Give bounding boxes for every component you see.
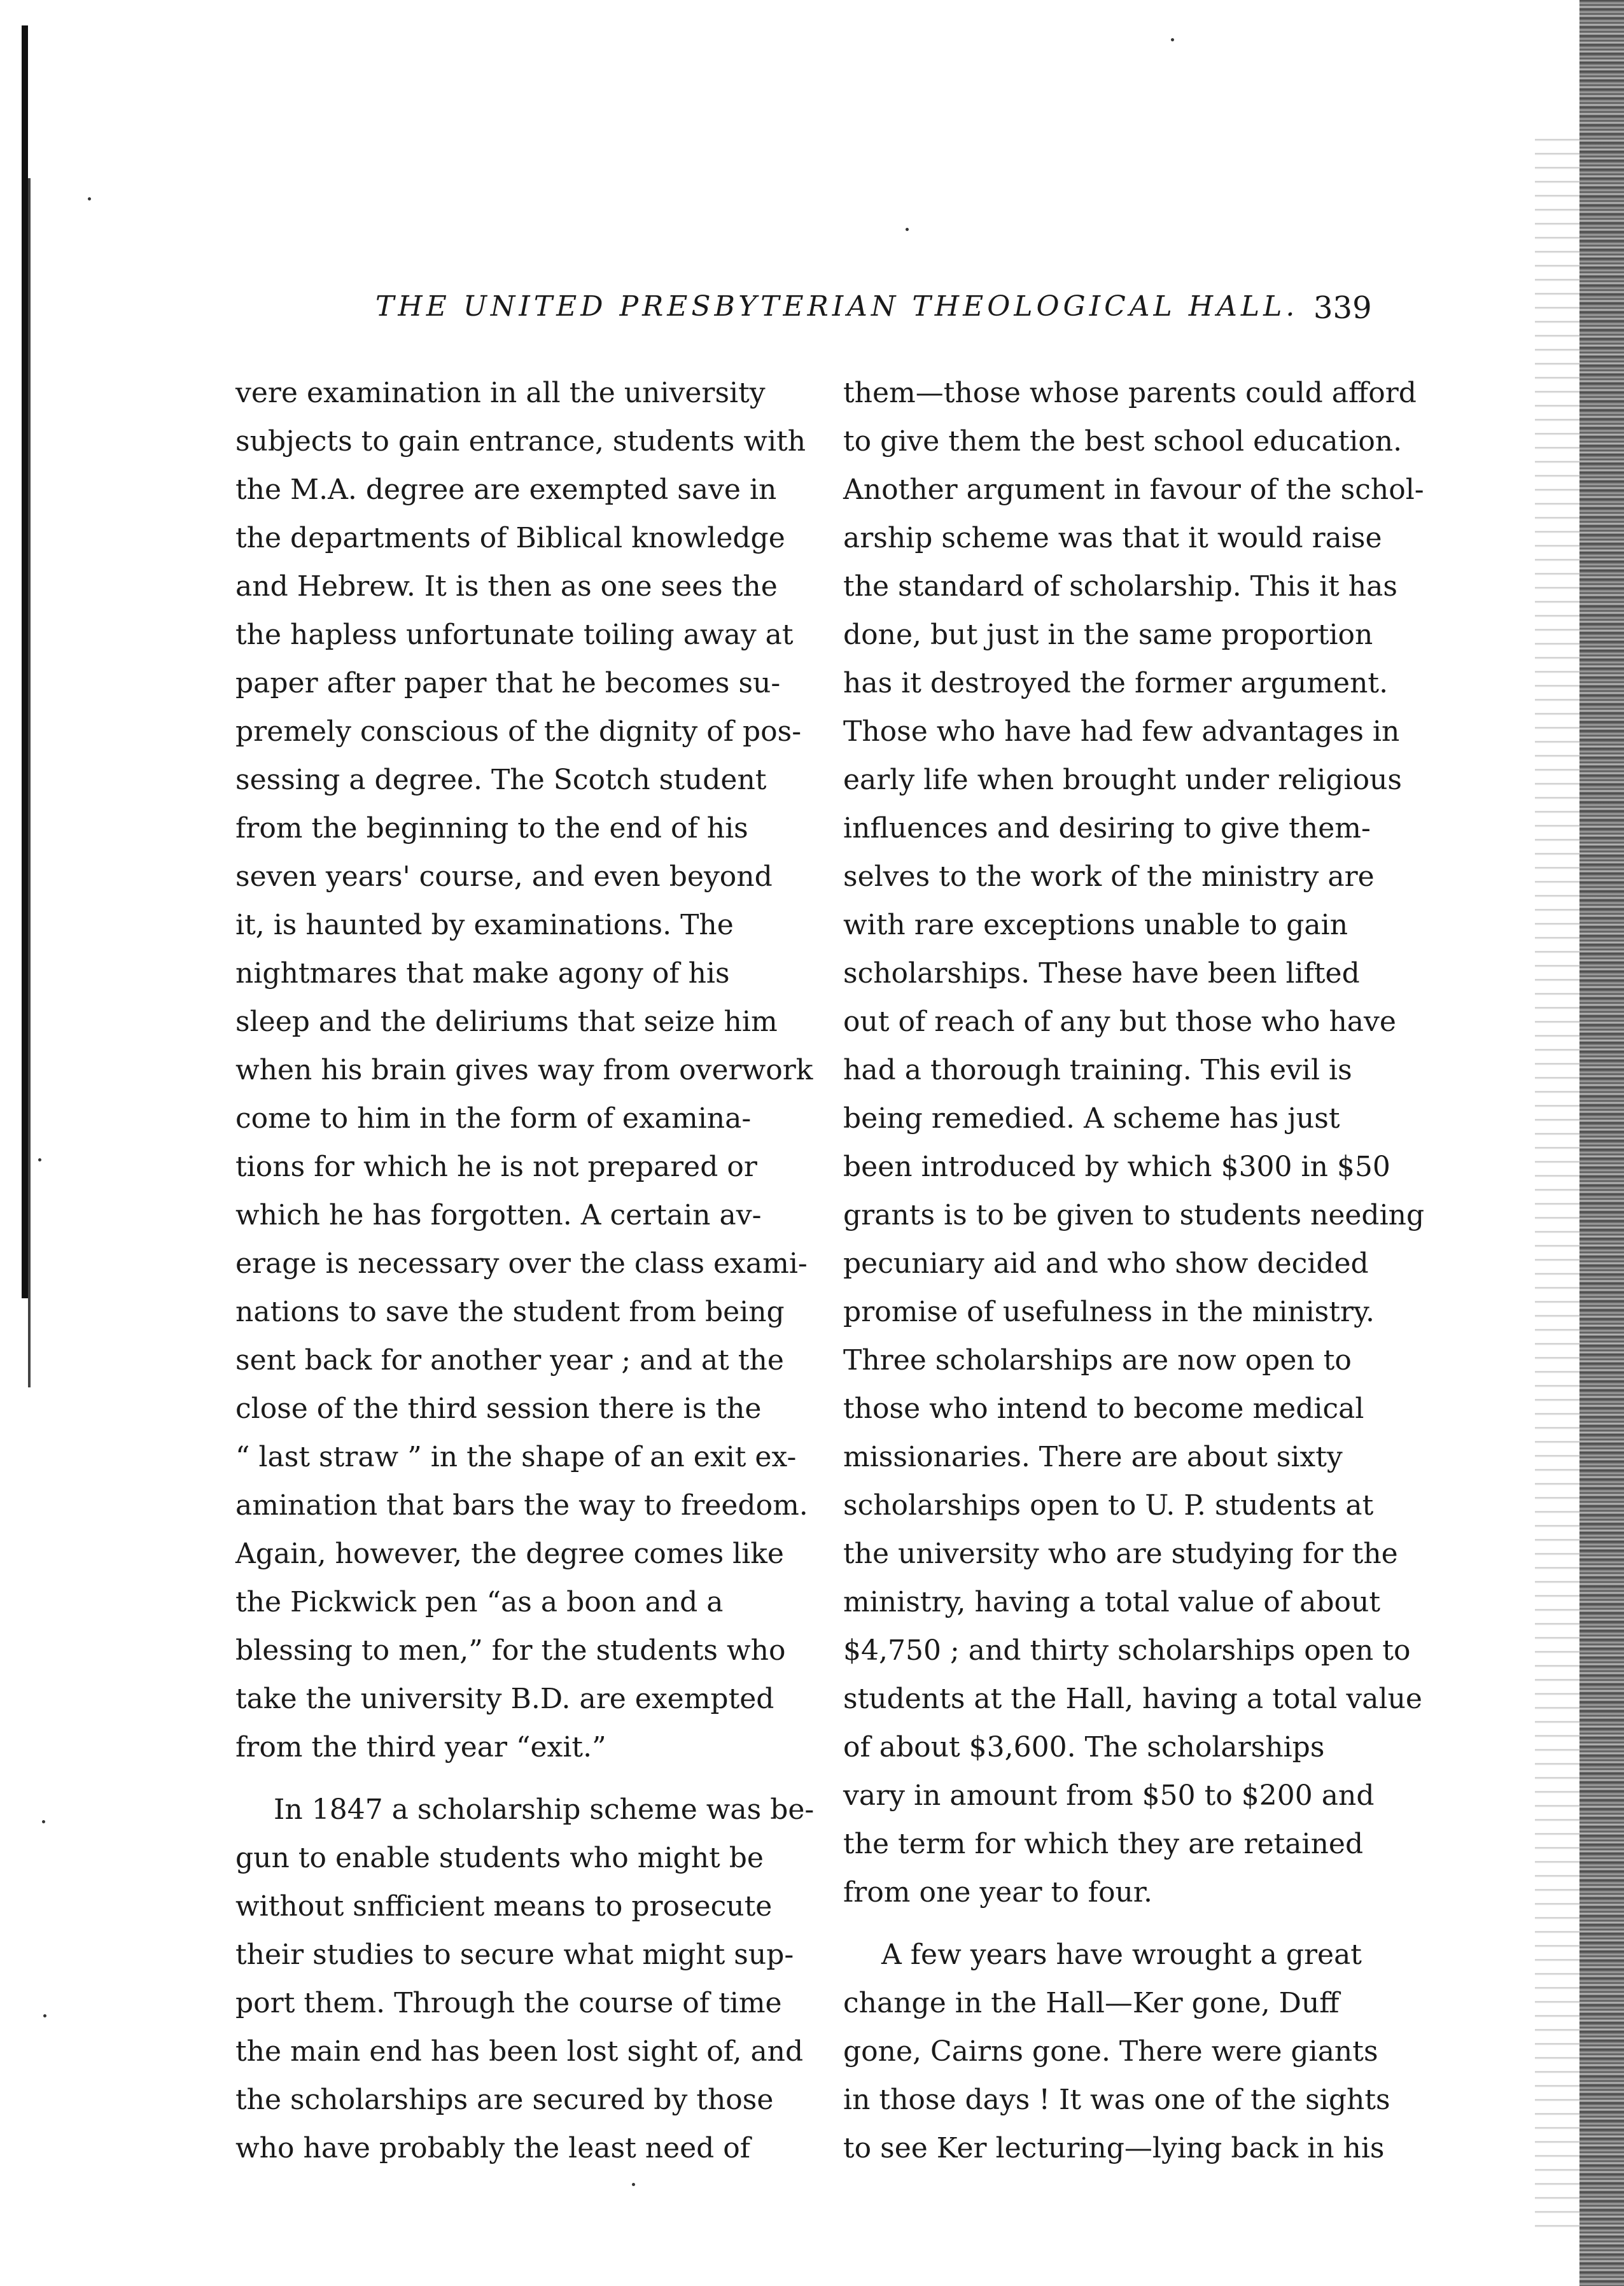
text-line: promise of usefulness in the ministry. bbox=[843, 1296, 1375, 1328]
text-line: take the university B.D. are exempted bbox=[235, 1683, 774, 1715]
text-line: to see Ker lecturing—lying back in his bbox=[843, 2132, 1385, 2164]
text-line: missionaries. There are about sixty bbox=[843, 1441, 1343, 1473]
paragraph bbox=[843, 1931, 1410, 2173]
text-line: it, is haunted by examinations. The bbox=[235, 909, 734, 941]
text-line: come to him in the form of examina- bbox=[235, 1102, 752, 1135]
scan-speck bbox=[1171, 38, 1174, 41]
scan-speck bbox=[42, 1820, 45, 1823]
left-column bbox=[235, 369, 815, 2173]
text-line: port them. Through the course of time bbox=[235, 1987, 782, 2019]
text-line: pecuniary aid and who show decided bbox=[843, 1247, 1369, 1280]
text-line: paper after paper that he becomes su- bbox=[235, 667, 781, 699]
text-line: without snfficient means to prosecute bbox=[235, 1890, 773, 1923]
text-line: change in the Hall—Ker gone, Duff bbox=[843, 1987, 1340, 2019]
text-line: vere examination in all the university bbox=[235, 377, 766, 409]
text-line: had a thorough training. This evil is bbox=[843, 1054, 1352, 1086]
text-line: early life when brought under religious bbox=[843, 764, 1403, 796]
scan-left-edge bbox=[22, 25, 28, 1298]
paragraph bbox=[235, 1786, 815, 2173]
text-line: the university who are studying for the bbox=[843, 1538, 1398, 1570]
running-title: THE UNITED PRESBYTERIAN THEOLOGICAL HALL. bbox=[375, 290, 1299, 323]
text-line: from the third year “exit.” bbox=[235, 1731, 606, 1764]
text-line: and Hebrew. It is then as one sees the bbox=[235, 570, 778, 603]
text-line: “ last straw ” in the shape of an exit ex- bbox=[235, 1441, 797, 1473]
text-line: gone, Cairns gone. There were giants bbox=[843, 2035, 1378, 2068]
text-line: of about $3,600. The scholarships bbox=[843, 1731, 1325, 1764]
text-line: blessing to men,” for the students who bbox=[235, 1634, 786, 1667]
text-line: amination that bars the way to freedom. bbox=[235, 1489, 808, 1522]
text-line: being remedied. A scheme has just bbox=[843, 1102, 1340, 1135]
text-line: erage is necessary over the class exami- bbox=[235, 1247, 808, 1280]
text-line: ministry, having a total value of about bbox=[843, 1586, 1381, 1618]
text-line: arship scheme was that it would raise bbox=[843, 522, 1382, 554]
scan-speck bbox=[632, 2183, 635, 2186]
text-line: scholarships. These have been lifted bbox=[843, 957, 1360, 990]
text-line: Three scholarships are now open to bbox=[843, 1344, 1352, 1377]
scan-speck bbox=[88, 197, 91, 200]
paragraph bbox=[235, 369, 813, 1772]
text-line: Another argument in favour of the schol- bbox=[843, 473, 1424, 506]
text-line: In 1847 a scholarship scheme was be- bbox=[274, 1793, 815, 1826]
text-line: has it destroyed the former argument. bbox=[843, 667, 1389, 699]
text-line: scholarships open to U. P. students at bbox=[843, 1489, 1374, 1522]
text-line: from one year to four. bbox=[843, 1876, 1152, 1909]
page-number: 339 bbox=[1313, 290, 1372, 326]
text-line: the departments of Biblical knowledge bbox=[235, 522, 785, 554]
text-line: vary in amount from $50 to $200 and bbox=[843, 1779, 1375, 1812]
text-line: the Pickwick pen “as a boon and a bbox=[235, 1586, 724, 1618]
text-line: the hapless unfortunate toiling away at bbox=[235, 619, 794, 651]
text-line: gun to enable students who might be bbox=[235, 1842, 764, 1874]
text-line: grants is to be given to students needing bbox=[843, 1199, 1425, 1231]
text-line: seven years' course, and even beyond bbox=[235, 860, 773, 893]
scan-speck bbox=[38, 1158, 41, 1161]
text-line: done, but just in the same proportion bbox=[843, 619, 1373, 651]
text-line: sent back for another year ; and at the bbox=[235, 1344, 784, 1377]
text-line: Again, however, the degree comes like bbox=[235, 1538, 784, 1570]
text-line: the scholarships are secured by those bbox=[235, 2084, 774, 2116]
scan-speck bbox=[906, 228, 909, 231]
text-line: their studies to secure what might sup- bbox=[235, 1939, 794, 1971]
text-line: students at the Hall, having a total value bbox=[843, 1683, 1422, 1715]
scan-speck bbox=[43, 2014, 46, 2017]
text-line: the M.A. degree are exempted save in bbox=[235, 473, 777, 506]
text-line: tions for which he is not prepared or bbox=[235, 1151, 757, 1183]
text-line: to give them the best school education. bbox=[843, 425, 1403, 458]
text-line: sleep and the deliriums that seize him bbox=[235, 1006, 778, 1038]
right-column bbox=[843, 369, 1425, 2173]
text-line: A few years have wrought a great bbox=[881, 1939, 1362, 1971]
text-line: when his brain gives way from overwork bbox=[235, 1054, 813, 1086]
text-line: close of the third session there is the bbox=[235, 1392, 762, 1425]
scan-right-noise bbox=[1535, 127, 1579, 2227]
paragraph bbox=[843, 369, 1425, 1917]
text-line: Those who have had few advantages in bbox=[843, 715, 1400, 748]
page-header bbox=[375, 290, 1394, 335]
text-line: them—those whose parents could afford bbox=[843, 377, 1417, 409]
text-line: sessing a degree. The Scotch student bbox=[235, 764, 767, 796]
text-line: out of reach of any but those who have bbox=[843, 1006, 1396, 1038]
text-line: those who intend to become medical bbox=[843, 1392, 1364, 1425]
text-line: subjects to gain entrance, students with bbox=[235, 425, 806, 458]
text-line: premely conscious of the dignity of pos- bbox=[235, 715, 802, 748]
text-line: selves to the work of the ministry are bbox=[843, 860, 1375, 893]
text-line: with rare exceptions unable to gain bbox=[843, 909, 1348, 941]
text-line: been introduced by which $300 in $50 bbox=[843, 1151, 1390, 1183]
text-line: the standard of scholarship. This it has bbox=[843, 570, 1397, 603]
text-line: from the beginning to the end of his bbox=[235, 812, 748, 845]
text-line: which he has forgotten. A certain av- bbox=[235, 1199, 762, 1231]
text-line: nations to save the student from being bbox=[235, 1296, 785, 1328]
text-line: the term for which they are retained bbox=[843, 1828, 1364, 1860]
text-line: $4,750 ; and thirty scholarships open to bbox=[843, 1634, 1411, 1667]
scan-right-edge bbox=[1579, 0, 1624, 2286]
text-line: who have probably the least need of bbox=[235, 2132, 751, 2164]
text-line: influences and desiring to give them- bbox=[843, 812, 1371, 845]
text-line: nightmares that make agony of his bbox=[235, 957, 730, 990]
text-line: in those days ! It was one of the sights bbox=[843, 2084, 1390, 2116]
text-line: the main end has been lost sight of, and bbox=[235, 2035, 804, 2068]
scan-left-edge-shadow bbox=[28, 178, 31, 1387]
